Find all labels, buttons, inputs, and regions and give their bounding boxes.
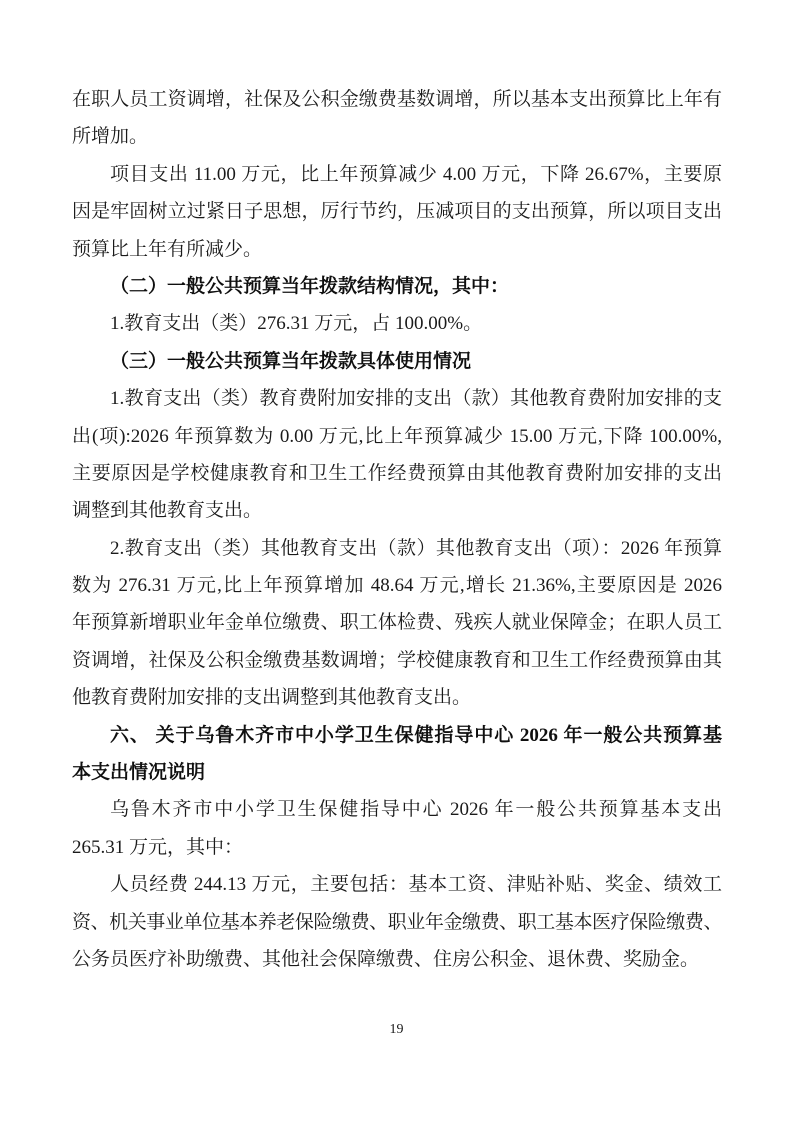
text-line: 在职人员工资调增，社保及公积金缴费基数调增，所以基本支出预算比上年有 [72,89,722,110]
text-line: 他教育费附加安排的支出调整到其他教育支出。 [72,687,472,709]
heading-section-3-allocation-usage [72,343,722,380]
text-line: 所增加。 [72,126,149,148]
text-line: 预算比上年有所减少。 [72,238,263,260]
section-heading: 六、 关于乌鲁木齐市中小学卫生保健指导中心 2026 年一般公共预算基 [110,724,722,746]
text-line: 因是牢固树立过紧日子思想，厉行节约，压减项目的支出预算，所以项目支出 [72,201,722,223]
text-line: 数为 276.31 万元,比上年预算增加 48.64 万元,增长 21.36%,主要原因是 2026 [72,575,722,597]
heading-section-6-basic-expenditure [72,717,722,792]
text-line: 调整到其他教育支出。 [72,500,263,522]
text-line: 主要原因是学校健康教育和卫生工作经费预算由其他教育费附加安排的支出 [72,462,722,484]
text-line: 乌鲁木齐市中小学卫生保健指导中心 2026 年一般公共预算基本支出 [110,799,722,821]
paragraph-education-expenditure-ratio [72,305,722,342]
text-line: 资、机关事业单位基本养老保险缴费、职业年金缴费、职工基本医疗保险缴费、 [72,911,722,933]
document-content [72,81,722,978]
page-number: 19 [389,1022,404,1037]
text-line: 年预算新增职业年金单位缴费、职工体检费、残疾人就业保障金；在职人员工 [72,612,722,634]
section-heading: （二）一般公共预算当年拨款结构情况，其中： [110,275,510,297]
paragraph-project-expenditure [72,156,722,268]
paragraph-basic-expenditure-total [72,791,722,866]
paragraph-education-additional-fee [72,380,722,530]
section-heading: 本支出情况说明 [72,762,206,784]
text-line: 2.教育支出（类）其他教育支出（款）其他教育支出（项）：2026 年预算 [110,537,722,559]
text-line: 265.31 万元，其中： [72,836,244,858]
text-line: 1.教育支出（类）276.31 万元，占 100.00%。 [110,313,483,335]
paragraph-personnel-funds [72,866,722,978]
text-line: 公务员医疗补助缴费、其他社会保障缴费、住房公积金、退休费、奖励金。 [72,948,700,970]
text-line: 人员经费 244.13 万元，主要包括：基本工资、津贴补贴、奖金、绩效工 [110,874,722,896]
paragraph-basic-expenditure-continued [72,81,722,156]
paragraph-other-education-expenditure [72,530,722,717]
text-line: 资调增，社保及公积金缴费基数调增；学校健康教育和卫生工作经费预算由其 [72,649,722,671]
text-line: 出(项):2026 年预算数为 0.00 万元,比上年预算减少 15.00 万元,下降 100.00%, [72,425,722,447]
text-line: 项目支出 11.00 万元，比上年预算减少 4.00 万元，下降 26.67%，主要原 [110,163,722,185]
section-heading: （三）一般公共预算当年拨款具体使用情况 [110,350,472,372]
text-line: 1.教育支出（类）教育费附加安排的支出（款）其他教育费附加安排的支 [110,388,722,410]
heading-section-2-allocation-structure [72,268,722,305]
